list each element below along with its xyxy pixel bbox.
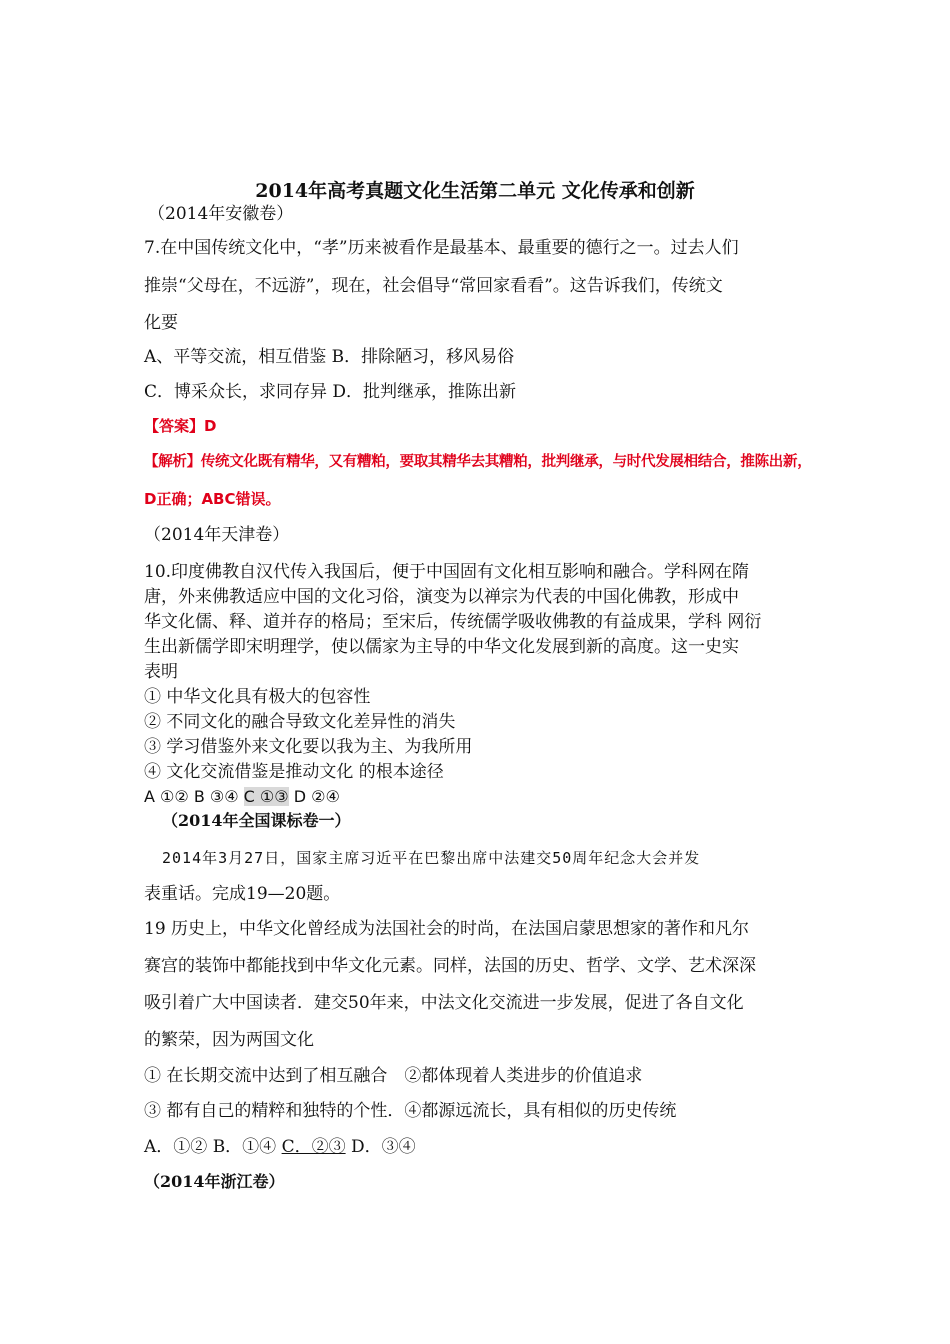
question-7-line-2: 推崇“父母在，不远游”，现在，社会倡导“常回家看看”。这告诉我们，传统文 xyxy=(144,276,723,296)
question-19-line-3: 吸引着广大中国读者．建交50年来，中法文化交流进一步发展，促进了各自文化 xyxy=(144,993,744,1013)
question-10-option-a: A ①② xyxy=(144,787,194,806)
question-7-line-1: 7.在中国传统文化中，“孝”历来被看作是最基本、最重要的德行之一。过去人们 xyxy=(144,238,739,258)
section-source-anhui: （2014年安徽卷） xyxy=(148,204,294,224)
question-10-line-3: 华文化儒、释、道并存的格局；至宋后，传统儒学吸收佛教的有益成果，学科 网衍 xyxy=(144,612,762,632)
question-10-option-c: C ①③ xyxy=(243,787,289,806)
question-10-statement-4: ④ 文化交流借鉴是推动文化 的根本途径 xyxy=(144,762,444,782)
question-19-option-b: B．①④ xyxy=(212,1137,282,1157)
question-19-option-a: A．①② xyxy=(144,1137,213,1157)
question-10-line-5: 表明 xyxy=(144,662,178,682)
question-19-line-4: 的繁荣，因为两国文化 xyxy=(144,1030,314,1050)
question-19-options xyxy=(144,1137,416,1157)
question-7-line-3: 化要 xyxy=(144,313,178,333)
question-7-analysis-line-2: D正确；ABC错误。 xyxy=(144,490,281,508)
section-3-intro-line-2: 表重话。完成19—20题。 xyxy=(144,884,341,904)
document-title: 2014年高考真题文化生活第二单元 文化传承和创新 xyxy=(255,180,695,202)
question-19-statement-2: ③ 都有自己的精粹和独特的个性．④都源远流长，具有相似的历史传统 xyxy=(144,1101,677,1121)
section-source-zhejiang: （2014年浙江卷） xyxy=(144,1172,285,1191)
question-7-option-cd: C．博采众长，求同存异 D．批判继承，推陈出新 xyxy=(144,382,517,402)
section-source-national-1: （2014年全国课标卷一） xyxy=(162,811,351,830)
question-19-statement-1: ① 在长期交流中达到了相互融合 ②都体现着人类进步的价值追求 xyxy=(144,1066,643,1086)
question-19-option-d: D．③④ xyxy=(351,1137,416,1157)
question-10-statement-3: ③ 学习借鉴外来文化要以我为主、为我所用 xyxy=(144,737,473,757)
question-10-line-1: 10.印度佛教自汉代传入我国后，便于中国固有文化相互影响和融合。学科网在隋 xyxy=(144,562,750,582)
question-7-answer: 【答案】D xyxy=(144,417,217,435)
question-10-statement-1: ① 中华文化具有极大的包容性 xyxy=(144,687,371,707)
question-19-line-1: 19 历史上，中华文化曾经成为法国社会的时尚，在法国启蒙思想家的著作和凡尔 xyxy=(144,919,750,939)
question-19-option-c: C．②③ xyxy=(281,1137,346,1157)
question-10-statement-2: ② 不同文化的融合导致文化差异性的消失 xyxy=(144,712,456,732)
section-3-intro-line-1: 2014年3月27日，国家主席习近平在巴黎出席中法建交50周年纪念大会并发 xyxy=(162,849,701,867)
question-10-line-4: 生出新儒学即宋明理学，使以儒家为主导的中华文化发展到新的高度。这一史实 xyxy=(144,637,739,657)
question-7-option-ab: A、平等交流，相互借鉴 B．排除陋习，移风易俗 xyxy=(144,347,515,367)
section-source-tianjin: （2014年天津卷） xyxy=(144,525,290,545)
question-10-line-2: 唐，外来佛教适应中国的文化习俗，演变为以禅宗为代表的中国化佛教，形成中 xyxy=(144,587,739,607)
question-10-options xyxy=(144,787,340,807)
question-10-option-b: B ③④ xyxy=(193,787,244,806)
question-19-line-2: 赛宫的装饰中都能找到中华文化元素。同样，法国的历史、哲学、文学、艺术深深 xyxy=(144,956,756,976)
question-10-option-d: D ②④ xyxy=(293,787,340,806)
question-7-analysis-line-1: 【解析】传统文化既有精华，又有糟粕，要取其精华去其糟粕，批判继承，与时代发展相结合，推陈出新， xyxy=(144,454,812,470)
